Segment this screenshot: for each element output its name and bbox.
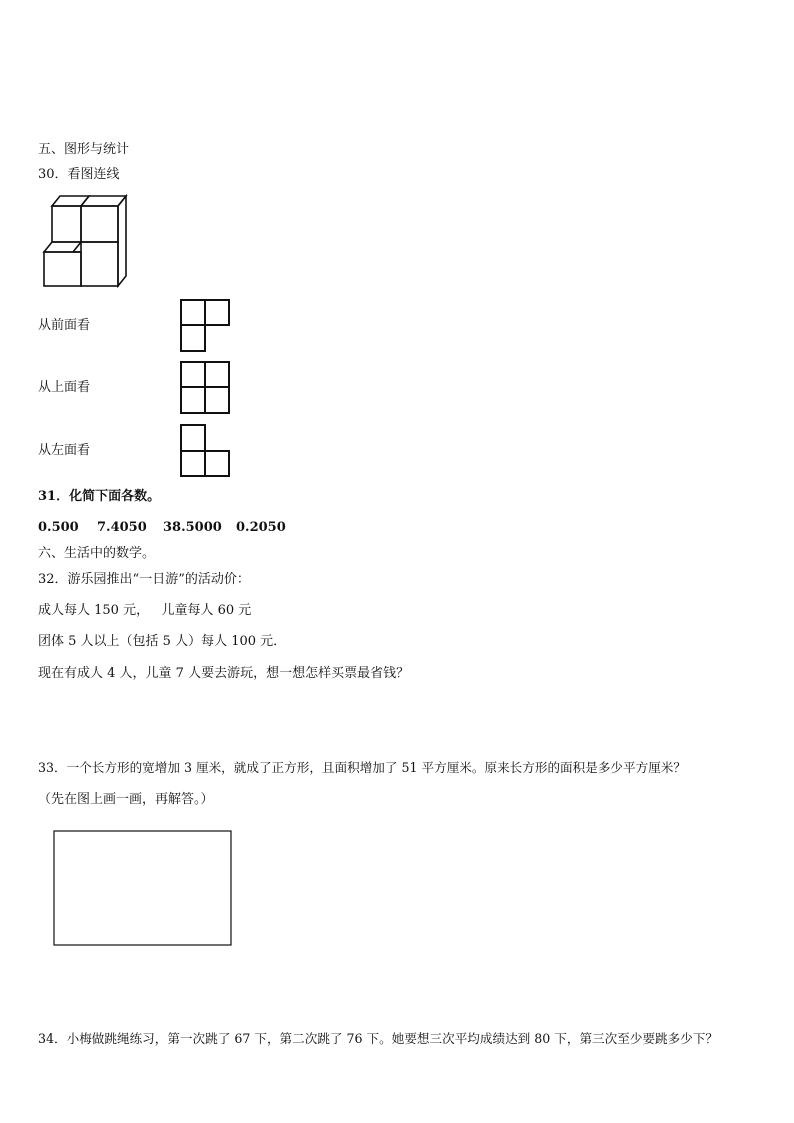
question-32-line3: 现在有成人 4 人，儿童 7 人要去游玩，想一想怎样买票最省钱？ [38,666,410,681]
view-shape-c [179,423,231,479]
number-1: 0.500 [38,520,79,535]
rectangle-figure [53,830,233,947]
number-3: 38.5000 [163,520,222,535]
question-31-stem: 31．化简下面各数。 [38,489,161,504]
view-label-top: 从上面看 [38,380,91,395]
section-title-6: 六、生活中的数学。 [38,546,156,561]
question-30-stem: 30．看图连线 [38,167,120,182]
view-shape-a [179,298,231,354]
question-33-stem: 33．一个长方形的宽增加 3 厘米，就成了正方形，且面积增加了 51 平方厘米。原来长方形的面积是多少平方厘米？ [38,760,686,775]
section-title-5: 五、图形与统计 [38,142,130,157]
question-34-stem: 34．小梅做跳绳练习，第一次跳了 67 下，第二次跳了 76 下。她要想三次平均成绩达到 80 下，第三次至少要跳多少下？ [38,1031,719,1046]
number-2: 7.4050 [97,520,147,535]
question-32-stem: 32．游乐园推出“一日游”的活动价： [38,572,250,587]
number-4: 0.2050 [236,520,286,535]
question-33-note: （先在图上画一画，再解答。） [38,792,214,807]
question-32-line2: 团体 5 人以上（包括 5 人）每人 100 元． [38,634,287,649]
view-label-left: 从左面看 [38,443,91,458]
view-label-front: 从前面看 [38,318,91,333]
view-shape-b [179,360,231,416]
question-32-line1: 成人每人 150 元， 儿童每人 60 元 [38,603,252,618]
cube-stack-figure [38,193,133,288]
